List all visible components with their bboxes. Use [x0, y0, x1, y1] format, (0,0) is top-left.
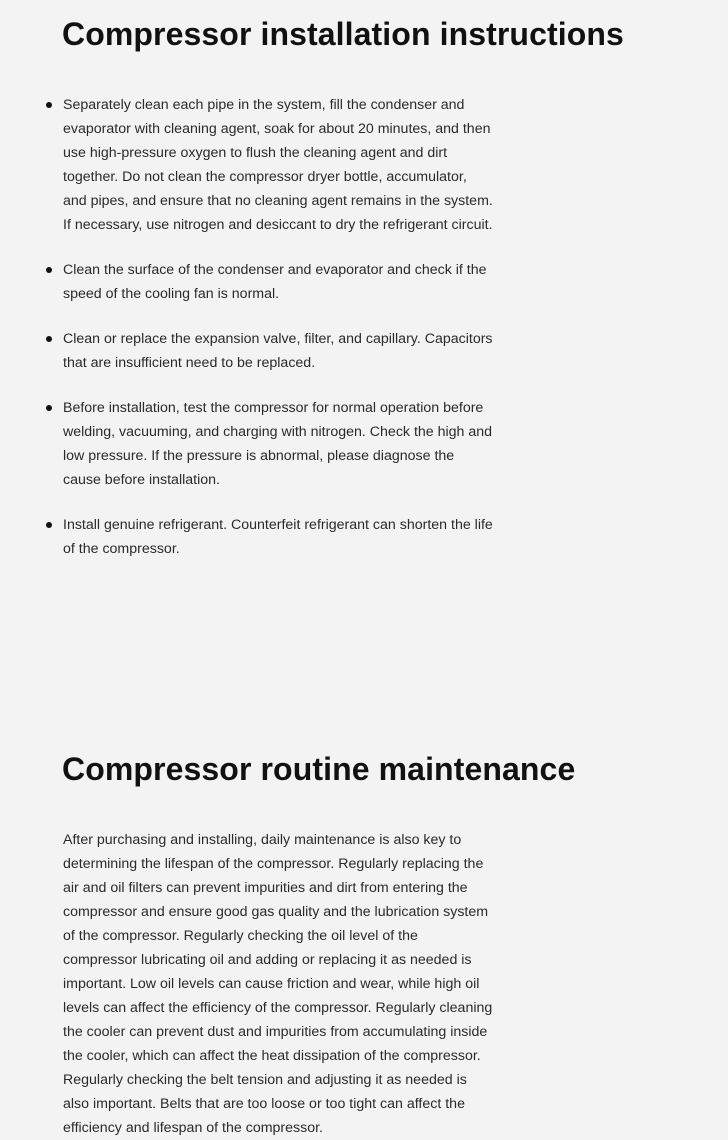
list-item-text: Separately clean each pipe in the system, fill the condenser and evaporator with cleaning agent, soak for about 20 minutes, and then use high-pressure oxygen to flush the cleaning agent and dirt together. Do not clean the compressor dryer bottle, accumulator, and pipes, and ensure that no cleaning agent remains in the system. If necessary, use nitrogen and desiccant to dry the refrigerant circuit.: [63, 97, 493, 233]
bullet-icon: [46, 267, 52, 273]
bullet-icon: [46, 336, 52, 342]
list-item-text: Before installation, test the compressor for normal operation before welding, vacuuming, and charging with nitrogen. Check the high and low pressure. If the pressure is abnormal, please diagnose the cause before installation.: [63, 400, 493, 488]
bullet-icon: [46, 522, 52, 528]
bullet-icon: [46, 102, 52, 108]
list-item: [63, 258, 493, 306]
list-item-text: Clean the surface of the condenser and evaporator and check if the speed of the cooling fan is normal.: [63, 262, 487, 302]
list-item: [63, 396, 493, 492]
installation-list: [63, 93, 493, 561]
maintenance-heading: Compressor routine maintenance: [62, 751, 576, 787]
bullet-icon: [46, 405, 52, 411]
list-item: [63, 93, 493, 237]
list-item-text: Install genuine refrigerant. Counterfeit refrigerant can shorten the life of the compressor.: [63, 517, 493, 557]
list-item-text: Clean or replace the expansion valve, filter, and capillary. Capacitors that are insufficient need to be replaced.: [63, 331, 493, 371]
list-item: [63, 513, 493, 561]
list-item: [63, 327, 493, 375]
maintenance-paragraph: After purchasing and installing, daily maintenance is also key to determining the lifespan of the compressor. Regularly replacing the air and oil filters can prevent impurities and dirt from entering the compressor and ensure good gas quality and the lubrication system of the compressor. Regularly checking the oil level of the compressor lubricating oil and adding or replacing it as needed is important. Low oil levels can cause friction and wear, while high oil levels can affect the efficiency of the compressor. Regularly cleaning the cooler can prevent dust and impurities from accumulating inside the cooler, which can affect the heat dissipation of the compressor. Regularly checking the belt tension and adjusting it as needed is also important. Belts that are too loose or too tight can affect the efficiency and lifespan of the compressor.: [63, 832, 493, 1136]
installation-heading: Compressor installation instructions: [62, 16, 624, 52]
